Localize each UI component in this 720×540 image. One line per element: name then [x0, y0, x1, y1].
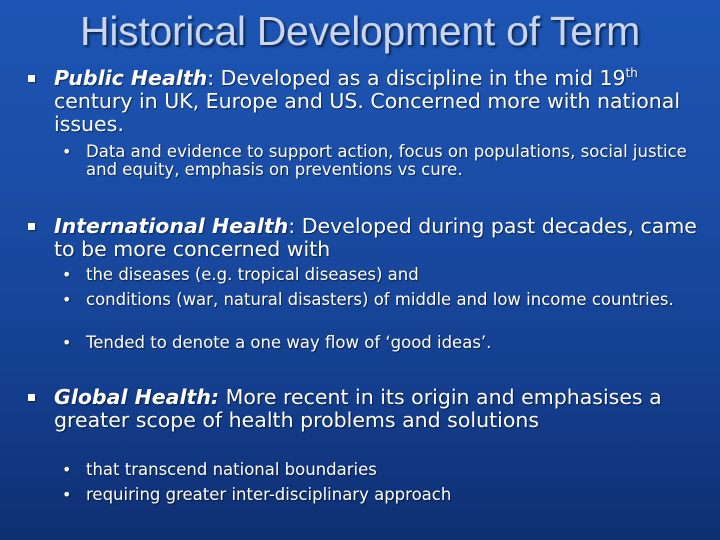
separator: :	[288, 214, 302, 238]
round-bullet-icon: •	[62, 265, 72, 284]
square-bullet-icon	[28, 394, 35, 401]
square-bullet-icon	[28, 75, 35, 82]
bullet-text	[54, 215, 708, 261]
term-international-health: International Health	[54, 214, 289, 238]
bullet-text	[54, 67, 708, 136]
subbullet-interdisciplinary	[62, 486, 702, 504]
term-public-health: Public Health	[54, 66, 208, 90]
subbullet-evidence	[62, 143, 702, 179]
subbullet-good-ideas	[62, 334, 702, 352]
superscript: th	[625, 66, 638, 80]
description-part: Developed as a discipline in the mid 19	[220, 66, 626, 90]
round-bullet-icon: •	[62, 142, 72, 161]
subbullet-text: that transcend national boundaries	[86, 460, 377, 479]
description: More recent in its origin and emphasises a greater scope of health problems and solutions	[54, 385, 662, 432]
round-bullet-icon: •	[62, 290, 72, 309]
subbullet-text: the diseases (e.g. tropical diseases) and	[86, 265, 419, 284]
bullet-global-health	[28, 386, 708, 432]
slide-title: Historical Development of Term	[80, 8, 640, 54]
bullet-text	[54, 386, 708, 432]
square-bullet-icon	[28, 223, 35, 230]
description-part: century in UK, Europe and US. Concerned more with national issues.	[54, 89, 681, 136]
subbullet-text: requiring greater inter-disciplinary approach	[86, 485, 452, 504]
round-bullet-icon: •	[62, 460, 72, 479]
round-bullet-icon: •	[62, 485, 72, 504]
subbullet-text: conditions (war, natural disasters) of middle and low income countries.	[86, 290, 674, 309]
separator: :	[207, 66, 221, 90]
subbullet-text: Tended to denote a one way flow of ‘good ideas’.	[86, 333, 492, 352]
subbullet-boundaries	[62, 461, 702, 479]
subbullet-text: Data and evidence to support action, focus on populations, social justice and equity, emphasis on preventions vs cure.	[86, 142, 687, 179]
bullet-public-health	[28, 67, 708, 136]
round-bullet-icon: •	[62, 333, 72, 352]
description: Developed during past decades, came to be more concerned with	[54, 214, 697, 261]
subbullet-conditions	[62, 291, 702, 309]
term-global-health: Global Health:	[54, 385, 220, 409]
subbullet-diseases	[62, 266, 702, 284]
bullet-international-health	[28, 215, 708, 261]
